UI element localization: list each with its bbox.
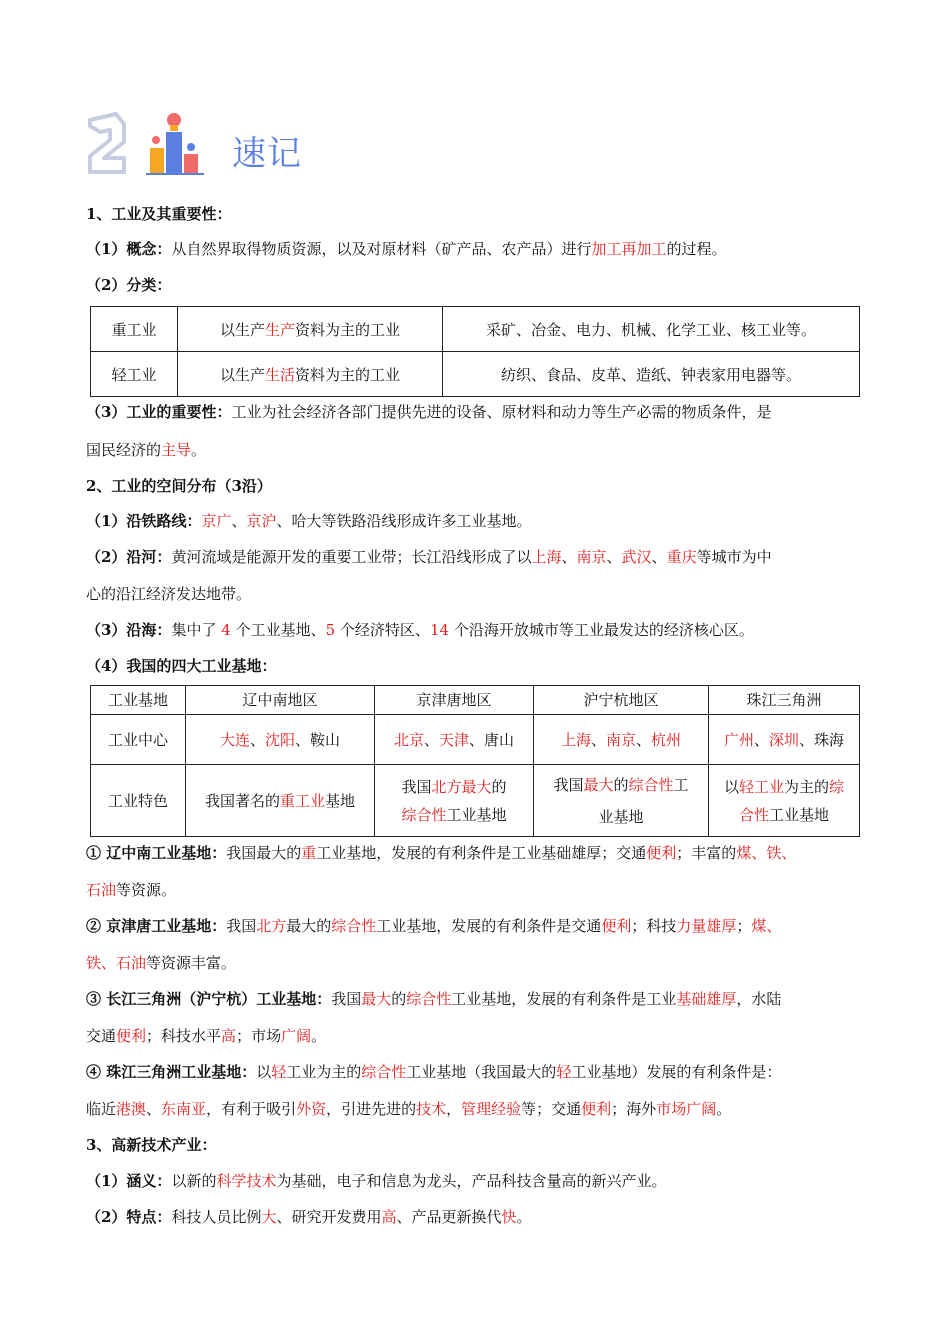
table-cell: 我国北方最大的 综合性工业基地 (375, 765, 534, 837)
four-bases-label: （4）我国的四大工业基地： (86, 657, 277, 675)
table-cell: 我国著名的重工业基地 (186, 765, 375, 837)
table-cell: 我国最大的综合性工 业基地 (534, 765, 709, 837)
table-row (91, 307, 860, 352)
table-cell: 工业中心 (91, 715, 186, 765)
base-2-paragraph: ② 京津唐工业基地：我国北方最大的综合性工业基地，发展的有利条件是交通便利；科技力量雄厚；煤、 (86, 917, 782, 935)
importance-paragraph: （3）工业的重要性：工业为社会经济各部门提供先进的设备、原材料和动力等生产必需的物质条件，是 (86, 403, 772, 421)
base-4-paragraph: ④ 珠江三角洲工业基地：以轻工业为主的综合性工业基地（我国最大的轻工业基地）发展的有利条件是： (86, 1063, 782, 1081)
table-header-cell: 沪宁杭地区 (534, 686, 709, 715)
table-cell: 上海、南京、杭州 (534, 715, 709, 765)
section-2-heading: 2、工业的空间分布（3沿） (86, 477, 272, 495)
importance-paragraph-cont: 国民经济的主导。 (86, 441, 207, 459)
industry-classification-table (90, 306, 860, 397)
river-paragraph: （2）沿河：黄河流域是能源开发的重要工业带；长江沿线形成了以上海、南京、武汉、重庆等城市为中 (86, 548, 772, 566)
table-cell: 大连、沈阳、鞍山 (186, 715, 375, 765)
feature-paragraph: （2）特点：科技人员比例大、研究开发费用高、产品更新换代快。 (86, 1208, 532, 1226)
table-row (91, 765, 860, 837)
table-cell: 广州、深圳、珠海 (709, 715, 860, 765)
river-paragraph-cont: 心的沿江经济发达地带。 (86, 585, 252, 603)
section-3-heading: 3、高新技术产业： (86, 1136, 217, 1154)
section-1-heading: 1、工业及其重要性： (86, 205, 232, 223)
base-1-paragraph-cont: 石油等资源。 (86, 881, 177, 899)
table-cell: 纺织、食品、皮革、造纸、钟表家用电器等。 (443, 352, 860, 397)
base-1-paragraph: ① 辽中南工业基地：我国最大的重工业基地，发展的有利条件是工业基础雄厚；交通便利；丰富的煤、铁、 (86, 844, 797, 862)
concept-paragraph: （1）概念：从自然界取得物质资源，以及对原材料（矿产品、农产品）进行加工再加工的过程。 (86, 240, 727, 258)
industrial-bases-table (90, 685, 860, 837)
table-header-row (91, 686, 860, 715)
table-header-cell: 工业基地 (91, 686, 186, 715)
table-cell: 工业特色 (91, 765, 186, 837)
table-cell: 以轻工业为主的综 合性工业基地 (709, 765, 860, 837)
table-header-cell: 珠江三角洲 (709, 686, 860, 715)
meaning-paragraph: （1）涵义：以新的科学技术为基础，电子和信息为龙头，产品科技含量高的新兴产业。 (86, 1172, 667, 1190)
coast-paragraph: （3）沿海：集中了 4 个工业基地、5 个经济特区、14 个沿海开放城市等工业最发达的经济核心区。 (86, 621, 754, 639)
table-cell: 采矿、冶金、电力、机械、化学工业、核工业等。 (443, 307, 860, 352)
table-cell: 以生产生活资料为主的工业 (178, 352, 443, 397)
railway-paragraph: （1）沿铁路线：京广、京沪、哈大等铁路沿线形成许多工业基地。 (86, 512, 532, 530)
table-cell: 重工业 (91, 307, 178, 352)
table-row (91, 715, 860, 765)
classification-label: （2）分类： (86, 276, 172, 294)
section-title: 速记 (232, 134, 302, 174)
base-3-paragraph-cont: 交通便利；科技水平高；市场广阔。 (86, 1027, 327, 1045)
table-header-cell: 京津唐地区 (375, 686, 534, 715)
table-cell: 以生产生产资料为主的工业 (178, 307, 443, 352)
table-row (91, 352, 860, 397)
base-4-paragraph-cont: 临近港澳、东南亚，有利于吸引外资，引进先进的技术，管理经验等；交通便利；海外市场广阔。 (86, 1100, 732, 1118)
table-cell: 轻工业 (91, 352, 178, 397)
base-3-paragraph: ③ 长江三角洲（沪宁杭）工业基地：我国最大的综合性工业基地，发展的有利条件是工业基础雄厚，水陆 (86, 990, 782, 1008)
table-cell: 北京、天津、唐山 (375, 715, 534, 765)
base-2-paragraph-cont: 铁、石油等资源丰富。 (86, 954, 237, 972)
table-header-cell: 辽中南地区 (186, 686, 375, 715)
